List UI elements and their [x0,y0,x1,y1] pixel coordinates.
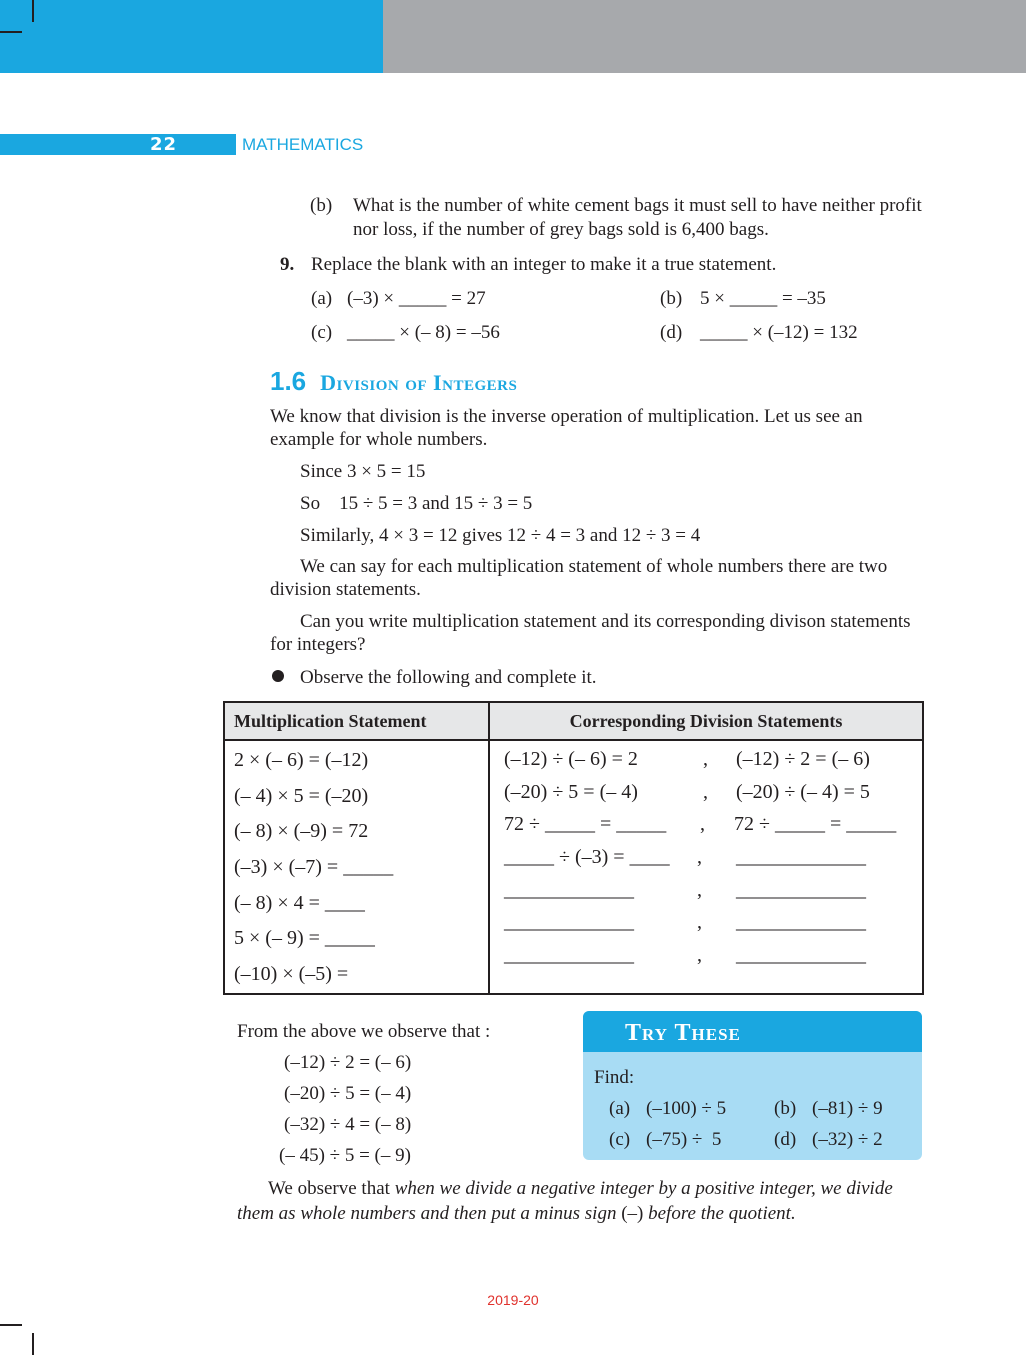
so-line: So 15 ÷ 5 = 3 and 15 ÷ 3 = 5 [300,493,533,514]
observe-intro: From the above we observe that : [237,1021,491,1042]
conclusion-lead: We observe that [268,1178,395,1199]
division-statements-paragraph: We can say for each multiplication statement of whole numbers there are two division statements. [270,556,888,600]
observe-line: (–32) ÷ 4 = (– 8) [284,1114,412,1135]
division-table [223,701,924,995]
q9a: (–3) × _____ = 27 [347,288,486,309]
div-left: 72 ÷ _____ = _____ [504,813,667,836]
mult-row: (– 8) × 4 = ____ [234,891,365,914]
div-left: _____________ [504,944,634,967]
div-row [490,776,922,809]
mult-row: (– 8) × (–9) = 72 [234,820,369,843]
div-left: _____________ [504,911,634,934]
div-left: (–20) ÷ 5 = (– 4) [504,780,638,803]
div-comma: , [697,911,702,934]
div-right: _____________ [736,944,866,967]
try-d: (–32) ÷ 2 [812,1129,883,1150]
q9a-label: (a) [311,288,333,309]
div-right: _____________ [736,846,866,869]
top-band-grey [383,0,1026,73]
mult-row: (– 4) × 5 = (–20) [234,784,369,807]
q9b-label: (b) [660,288,683,309]
conclusion-line1 [268,1177,893,1200]
subject-title: MATHEMATICS [242,135,364,154]
minus-sign: (–) [621,1203,644,1224]
div-row [490,939,922,972]
intro-paragraph: We know that division is the inverse operation of multiplication. Let us see an example for whole numbers. [270,406,863,450]
div-comma: , [703,748,708,770]
mult-row: (–3) × (–7) = _____ [234,856,394,879]
since-line: Since 3 × 5 = 15 [300,461,426,482]
div-left: _____________ [504,878,634,901]
multiplication-column [224,740,489,994]
conclusion-line2 [237,1202,796,1225]
div-right: (–20) ÷ (– 4) = 5 [736,780,870,803]
top-band-blue [0,0,383,73]
try-these-box [583,1011,922,1160]
conclusion-italic2a: them as whole numbers and then put a minus sign [237,1203,622,1224]
div-comma: , [700,813,705,836]
division-column [489,740,923,994]
div-comma: , [697,846,702,869]
crop-mark [0,31,22,33]
q9c-label: (c) [311,322,333,343]
div-right: _____________ [736,878,866,901]
header-division: Corresponding Division Statements [489,702,923,740]
question-paragraph: Can you write multiplication statement and its corresponding divison statements for integers? [270,611,911,655]
observe-line: (–20) ÷ 5 = (– 4) [284,1083,412,1104]
footer-year: 2019-20 [487,1292,539,1308]
div-right: (–12) ÷ 2 = (– 6) [736,748,870,770]
q8b-line2: nor loss, if the number of grey bags sold is 6,400 bags. [353,219,769,240]
try-c: (–75) ÷ 5 [646,1129,722,1150]
div-comma: , [697,878,702,901]
q9c: _____ × (– 8) = –56 [347,322,500,343]
mult-row: 2 × (– 6) = (–12) [234,749,369,771]
try-find: Find: [594,1067,635,1088]
try-a: (–100) ÷ 5 [646,1098,727,1119]
try-b-label: (b) [774,1098,797,1119]
div-row [490,808,922,841]
q8b-line1: What is the number of white cement bags it must sell to have neither profit [353,195,922,216]
q9-number: 9. [280,254,295,275]
mult-row: 5 × (– 9) = _____ [234,927,375,950]
div-left: _____ ÷ (–3) = ____ [504,846,670,869]
conclusion-italic2b: before the quotient. [643,1203,796,1224]
div-comma: , [703,780,708,803]
section-heading [270,366,517,397]
bullet-text: Observe the following and complete it. [300,667,597,688]
div-row [490,874,922,907]
observe-line: (–12) ÷ 2 = (– 6) [284,1052,412,1073]
crop-mark [0,1324,22,1326]
div-row [490,743,922,776]
div-left: (–12) ÷ (– 6) = 2 [504,748,638,770]
header-multiplication: Multiplication Statement [224,702,489,740]
try-these-title: Try These [583,1011,922,1052]
mult-row: (–10) × (–5) = [234,963,349,986]
observe-line: (– 45) ÷ 5 = (– 9) [279,1145,411,1166]
q9d-label: (d) [660,322,683,343]
try-b: (–81) ÷ 9 [812,1098,883,1119]
crop-mark [32,0,34,22]
section-title: Division of Integers [320,370,518,395]
try-a-label: (a) [609,1098,631,1119]
q9b: 5 × _____ = –35 [700,288,826,309]
div-right: _____________ [736,911,866,934]
try-c-label: (c) [609,1129,631,1150]
q9d: _____ × (–12) = 132 [700,322,858,343]
conclusion-italic1: when we divide a negative integer by a positive integer, we divide [394,1178,893,1199]
page-header-bar [0,134,236,155]
div-right: 72 ÷ _____ = _____ [734,813,897,836]
similarly-line: Similarly, 4 × 3 = 12 gives 12 ÷ 4 = 3 and 12 ÷ 3 = 4 [300,525,701,546]
div-comma: , [697,944,702,967]
page-number: 22 [150,134,178,155]
div-row [490,906,922,939]
bullet-icon [272,670,284,682]
div-row [490,841,922,874]
crop-mark [32,1333,34,1355]
q9-text: Replace the blank with an integer to make it a true statement. [311,254,777,275]
try-d-label: (d) [774,1129,797,1150]
section-number: 1.6 [270,366,307,396]
q8b-label: (b) [310,195,333,216]
